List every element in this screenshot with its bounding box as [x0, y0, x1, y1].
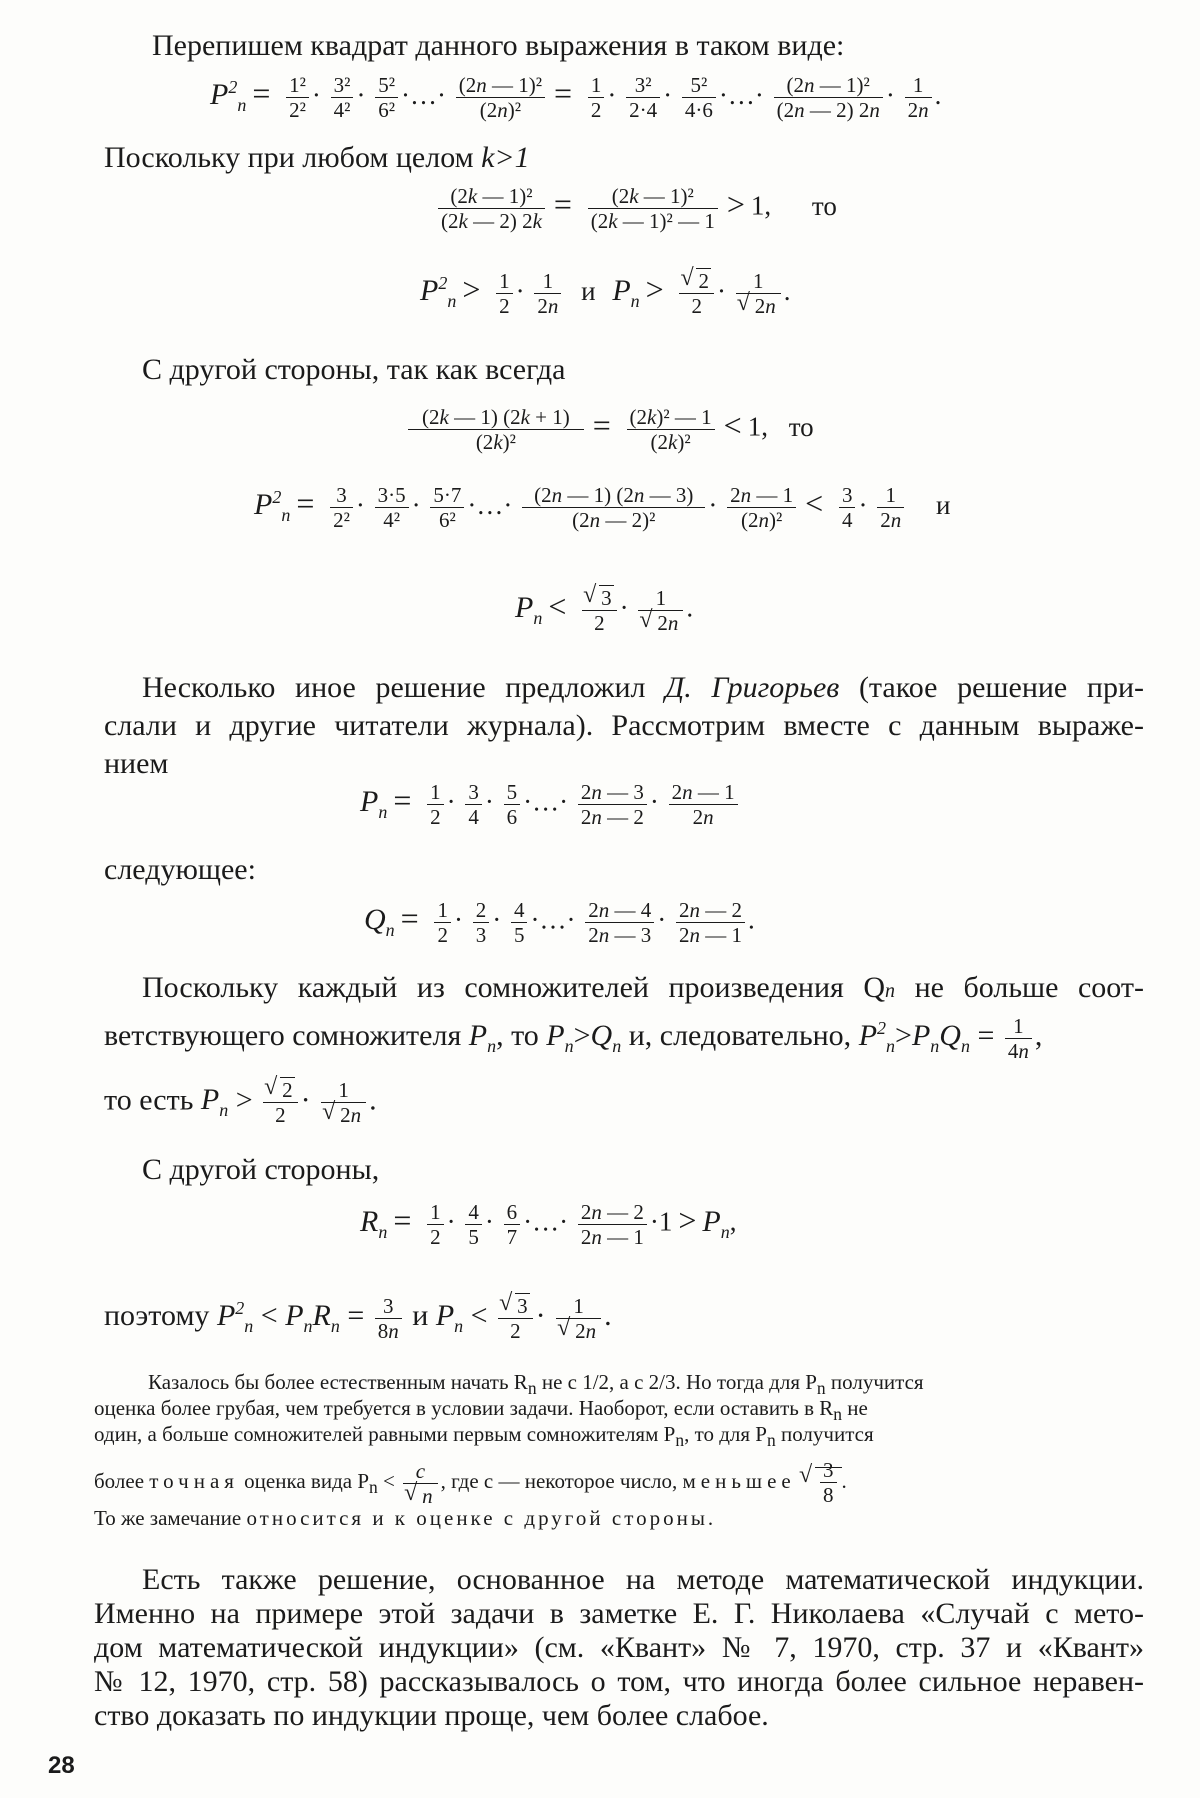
note-text-5-emph: относится и к оценке с другой стороны.: [246, 1506, 717, 1530]
note-text-1c: получится: [830, 1370, 924, 1394]
closing-line3: дом математической индукции» (см. «Квант» № 7, 1970, стр. 37 и «Квант»: [94, 1631, 1144, 1664]
note-text-3b: , то для P: [684, 1422, 767, 1446]
text-that-is: то есть: [104, 1083, 194, 1117]
paragraph-grigoriev-line2: слали и другие читатели журнала). Рассмотрим вместе с данным выраже-: [104, 709, 1144, 742]
text-therefore: поэтому: [104, 1299, 210, 1332]
text-and-1: и: [581, 276, 596, 306]
formula-upper-product: $P^2_n$ = $\frac{3}{\text{2²}}$ · $\frac{3\cdot 5}{\text{4²}}$ · $\frac{5\cdot 7}{\text{6²}}$ ·…· $\frac{(2n — 1) (2n — 3)}{\text{(2n — 2)²}}$ · $\frac{2n — 1}{\text{(2n)²}}$ < $\frac{3}{4}$ · $\frac{1}{2n}$ и: [254, 483, 951, 533]
formula-pn-definition: $P_n$ = $\frac{1}{2}$ · $\frac{3}{4}$ · $\frac{5}{6}$ ·…· $\frac{2n — 3}{2n — 2}$ · $\frac{2n — 1}{2n}$: [360, 780, 741, 829]
text-alt-solution: Несколько иное решение предложил: [142, 671, 646, 704]
author-name: Д. Григорьев: [665, 671, 840, 704]
note-text-4-emph: точная: [149, 1469, 239, 1494]
text-then-2: то: [788, 411, 814, 442]
text-each-factor-b: не больше соот-: [914, 971, 1145, 1004]
note-text-5a: То же замечание: [94, 1506, 242, 1530]
footnote-line4: более точная оценка вида $P_n$ < c √ n , где с — некоторое число, меньшее √ $\frac{3}{8}$ .: [94, 1458, 847, 1508]
text-since: Поскольку при любом целом: [104, 141, 474, 174]
paragraph-other-side-2: С другой стороны,: [142, 1153, 380, 1186]
text-corresponding-factor: ветствующего сомножителя: [104, 1019, 462, 1052]
paragraph-that-is: то есть $P_n$ > √ $\frac{2}{2}$ · 1 √ 2n .: [104, 1078, 377, 1128]
closing-line2: Именно на примере этой задачи в заметке Е. Г. Николаева «Случай с мето-: [94, 1597, 1144, 1630]
note-text-3a: один, а больше сомножителей равными первым сомножителям P: [94, 1422, 676, 1446]
formula-upper-ratio: $\frac{(2k — 1) (2k + 1)}{\text{(2k)²}}$ = $\frac{\text{(2k)² — 1}}{\text{(2k)²}}$ < 1, то: [405, 405, 814, 454]
note-text-1b: не с 1/2, а с 2/3. Но тогда для P: [541, 1370, 817, 1394]
condition-k: k>1: [481, 141, 530, 174]
note-text-4a: более: [94, 1469, 145, 1494]
footnote-line5: [94, 1506, 716, 1531]
formula-lower-bound: $P^2_n$ > $\frac{1}{2}$ · $\frac{1}{2n}$ и $P_n$ > √ $\frac{2}{2}$ · 1 √ 2n .: [420, 268, 790, 318]
paragraph-each-factor-line1: Поскольку каждый из сомножителей произведения Qn не больше соот-: [142, 971, 1145, 1004]
paragraph-other-side: С другой стороны, так как всегда: [142, 353, 566, 386]
note-text-4-emph2: меньшее: [682, 1469, 796, 1494]
note-text-3c: получится: [780, 1422, 874, 1446]
paragraph-grigoriev-line3: нием: [104, 747, 169, 780]
paragraph-since: [104, 140, 530, 176]
formula-rn-definition: $R_n$ = $\frac{1}{2}$ · $\frac{4}{5}$ · $\frac{6}{7}$ ·…· $\frac{2n — 2}{2n — 1}$ $\cdot 1 > P_n$,: [360, 1200, 737, 1249]
paragraph-each-factor-line2: ветствующего сомножителя $P_n$, то $P_n>Q_n$ и, следовательно, $P^2_n>P_nQ_n$ = $\frac{1}{4n}$ ,: [104, 1013, 1043, 1063]
closing-line4: № 12, 1970, стр. 58) рассказывалось о том, что иногда более сильное нерaвен-: [94, 1665, 1144, 1698]
formula-upper-bound: $P_n$ < √ $\frac{3}{2}$ · 1 √ 2n .: [515, 586, 693, 635]
footnote-line1: Казалось бы более естественным начать $R_n$ не с 1/2, а с 2/3. Но тогда для $P_n$ получится: [148, 1370, 924, 1399]
footnote-line2: оценка более грубая, чем требуется в условии задачи. Наоборот, если оставить в $R_n$ не: [94, 1396, 868, 1425]
paragraph-rewrite: Перепишем квадрат данного выражения в таком виде:: [152, 29, 845, 62]
text-then-1: то: [811, 190, 837, 221]
text-each-factor: Поскольку каждый из сомножителей произведения Q: [142, 971, 886, 1004]
closing-line5: ство доказать по индукции проще, чем более слабое.: [94, 1699, 769, 1732]
formula-pn-squared-product: $P^2_n$ = $\frac{\text{1²}}{\text{2²}}$ · $\frac{\text{3²}}{\text{4²}}$ · $\frac{\text{5²}}{\text{6²}}$ ·…· $\frac{\text{(2n — 1)²}}{\text{(2n)²}}$ = $\frac{1}{2}$ · $\frac{\text{3²}}{2\cdot 4}$ · $\frac{\text{5²}}{4\cdot 6}$ ·…· $\frac{\text{(2n — 1)²}}{(2n — 2) 2n}$ · $\frac{1}{2n}$ .: [210, 73, 942, 123]
note-text-2a: оценка более грубая, чем требуется в условии задачи. Наоборот, если оставить в R: [94, 1396, 834, 1420]
text-alt-solution-b: (такое решение при-: [858, 671, 1144, 704]
footnote-line3: один, а больше сомножителей равными первым сомножителям $P_n$, то для $P_n$ получится: [94, 1422, 874, 1451]
note-text-4b: оценка вида P: [244, 1469, 370, 1494]
paragraph-following: следующее:: [104, 853, 256, 886]
paragraph-therefore: поэтому $P^2_n < P_nR_n$ = $\frac{3}{8n}$ и $P_n$ < √ $\frac{3}{2}$ · 1 √ 2n .: [104, 1290, 612, 1344]
formula-qn-definition: $Q_n$ = $\frac{1}{2}$ · $\frac{2}{3}$ · $\frac{4}{5}$ ·…· $\frac{2n — 4}{2n — 3}$ · $\frac{2n — 2}{2n — 1}$ .: [364, 898, 755, 947]
page-number: 28: [48, 1752, 75, 1779]
note-text-2b: не: [847, 1396, 868, 1420]
paragraph-grigoriev-line1: [142, 670, 1144, 706]
text-and-2: и: [935, 490, 951, 520]
note-text-1a: Казалось бы более естественным начать R: [148, 1370, 528, 1394]
closing-line1: Есть также решение, основанное на методе математической индукции.: [142, 1563, 1144, 1596]
formula-k-ratio: $\frac{\text{(2k — 1)²}}{(2k — 2) 2k}$ = $\frac{\text{(2k — 1)²}}{\text{(2k — 1)² — 1}}$ > 1, то: [435, 184, 837, 233]
note-text-4c: , где с — некоторое число,: [440, 1469, 678, 1494]
